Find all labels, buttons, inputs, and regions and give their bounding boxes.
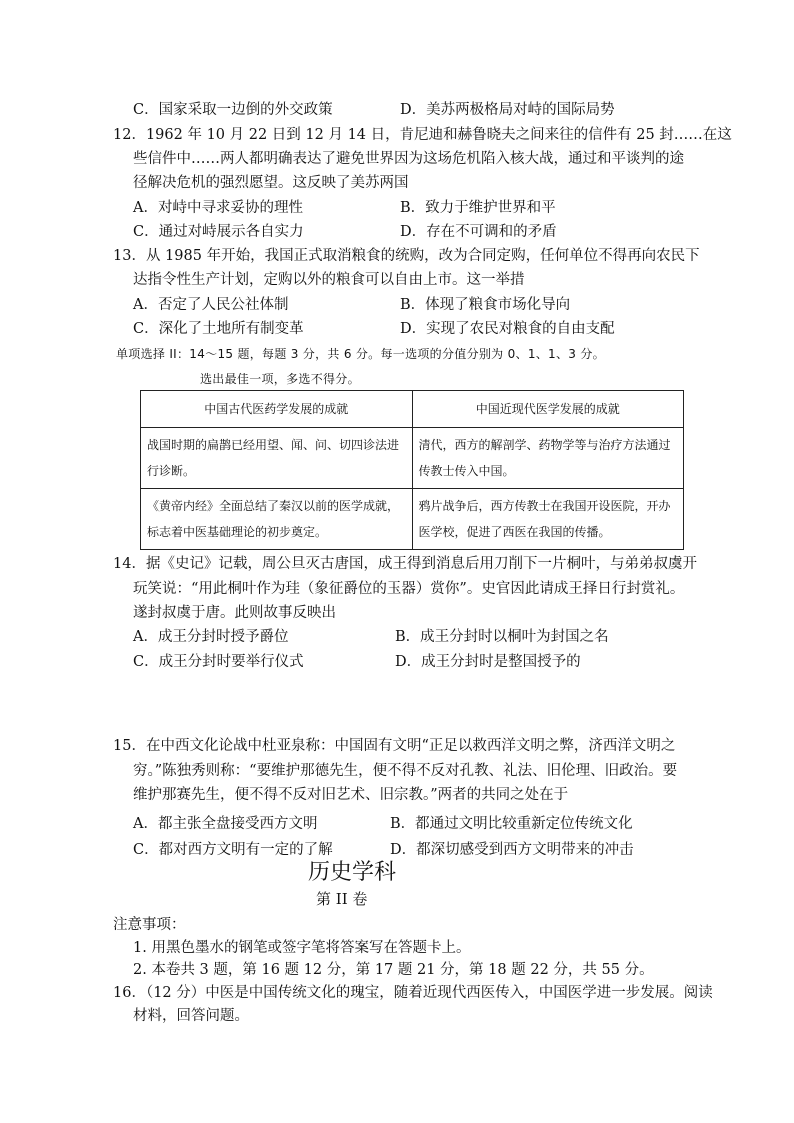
q12-stem-line3: 径解决危机的强烈愿望。这反映了美苏两国 bbox=[133, 175, 409, 191]
q13-stem-line2: 达指令性生产计划，定购以外的粮食可以自由上市。这一举措 bbox=[133, 272, 525, 288]
q14-stem-line3: 遂封叔虞于唐。此则故事反映出 bbox=[133, 605, 336, 621]
q15-stem-line1: 15．在中西文化论战中杜亚泉称：中国固有文明“正足以救西洋文明之弊，济西洋文明之 bbox=[113, 738, 676, 754]
section2-instruction-line2: 选出最佳一项，多选不得分。 bbox=[200, 372, 360, 386]
q14-option-c: C．成王分封时要举行仪式 bbox=[133, 654, 304, 670]
q13-option-c: C．深化了土地所有制变革 bbox=[133, 321, 304, 337]
part2-subtitle: 第 II 卷 bbox=[316, 890, 368, 908]
table-header-modern: 中国近现代医学发展的成就 bbox=[412, 391, 684, 428]
q12-option-b: B．致力于维护世界和平 bbox=[400, 200, 556, 216]
q11-option-d: D．美苏两极格局对峙的国际局势 bbox=[400, 102, 615, 118]
q13-option-d: D．实现了农民对粮食的自由支配 bbox=[400, 321, 615, 337]
table-row bbox=[141, 428, 684, 489]
table-cell: 清代，西方的解剖学、药物学等与治疗方法通过传教士传入中国。 bbox=[412, 428, 684, 489]
q14-option-a: A．成王分封时授予爵位 bbox=[133, 629, 289, 645]
q15-option-c: C．都对西方文明有一定的了解 bbox=[133, 842, 333, 858]
q13-stem-line1: 13．从 1985 年开始，我国正式取消粮食的统购，改为合同定购，任何单位不得再向农民下 bbox=[113, 248, 700, 264]
medicine-comparison-table bbox=[140, 390, 684, 550]
q13-option-b: B．体现了粮食市场化导向 bbox=[400, 297, 571, 313]
q13-option-a: A．否定了人民公社体制 bbox=[133, 297, 289, 313]
q14-stem-line2: 玩笑说：“用此桐叶作为珪（象征爵位的玉器）赏你”。史官因此请成王择日行封赏礼。 bbox=[133, 581, 685, 597]
q16-stem-line2: 材料，回答问题。 bbox=[133, 1008, 249, 1024]
q12-stem-line2: 些信件中……两人都明确表达了避免世界因为这场危机陷入核大战，通过和平谈判的途 bbox=[133, 151, 684, 167]
q12-stem-line1: 12．1962 年 10 月 22 日到 12 月 14 日，肯尼迪和赫鲁晓夫之间来往的信件有 25 封……在这 bbox=[113, 127, 732, 143]
notice-heading: 注意事项： bbox=[113, 917, 186, 933]
table-header-ancient: 中国古代医药学发展的成就 bbox=[141, 391, 413, 428]
table-cell: 鸦片战争后，西方传教士在我国开设医院，开办医学校，促进了西医在我国的传播。 bbox=[412, 489, 684, 550]
table-header-row bbox=[141, 391, 684, 428]
part2-title: 历史学科 bbox=[308, 860, 397, 885]
q15-option-d: D．都深切感受到西方文明带来的冲击 bbox=[390, 842, 634, 858]
q16-stem-line1: 16．（12 分）中医是中国传统文化的瑰宝，随着近现代西医传入，中国医学进一步发展。阅读 bbox=[113, 985, 713, 1001]
q14-stem-line1: 14．据《史记》记载，周公旦灭古唐国，成王得到消息后用刀削下一片桐叶，与弟弟叔虞开 bbox=[113, 556, 697, 572]
q14-option-b: B．成王分封时以桐叶为封国之名 bbox=[395, 629, 609, 645]
q15-option-a: A．都主张全盘接受西方文明 bbox=[133, 816, 318, 832]
table-cell: 《黄帝内经》全面总结了秦汉以前的医学成就，标志着中医基础理论的初步奠定。 bbox=[141, 489, 413, 550]
section2-instruction-line1: 单项选择 II：14～15 题，每题 3 分，共 6 分。每一选项的分值分别为 0、1、1、3 分。 bbox=[116, 347, 605, 361]
q15-stem-line2: 穷。”陈独秀则称：“要维护那德先生，便不得不反对孔教、礼法、旧伦理、旧政治。要 bbox=[133, 763, 678, 779]
q15-option-b: B．都通过文明比较重新定位传统文化 bbox=[390, 816, 633, 832]
q11-option-c: C．国家采取一边倒的外交政策 bbox=[133, 102, 333, 118]
table-cell: 战国时期的扁鹊已经用望、闻、问、切四诊法进行诊断。 bbox=[141, 428, 413, 489]
table-row bbox=[141, 489, 684, 550]
q14-option-d: D．成王分封时是整国授予的 bbox=[395, 654, 581, 670]
q15-stem-line3: 维护那赛先生，便不得不反对旧艺术、旧宗教。”两者的共同之处在于 bbox=[133, 787, 569, 803]
notice-item-1: 1. 用黑色墨水的钢笔或签字笔将答案写在答题卡上。 bbox=[133, 940, 471, 956]
q12-option-a: A．对峙中寻求妥协的理性 bbox=[133, 200, 303, 216]
notice-item-2: 2. 本卷共 3 题，第 16 题 12 分，第 17 题 21 分，第 18 题 22 分，共 55 分。 bbox=[133, 962, 654, 978]
q12-option-d: D．存在不可调和的矛盾 bbox=[400, 224, 557, 240]
q12-option-c: C．通过对峙展示各自实力 bbox=[133, 224, 304, 240]
